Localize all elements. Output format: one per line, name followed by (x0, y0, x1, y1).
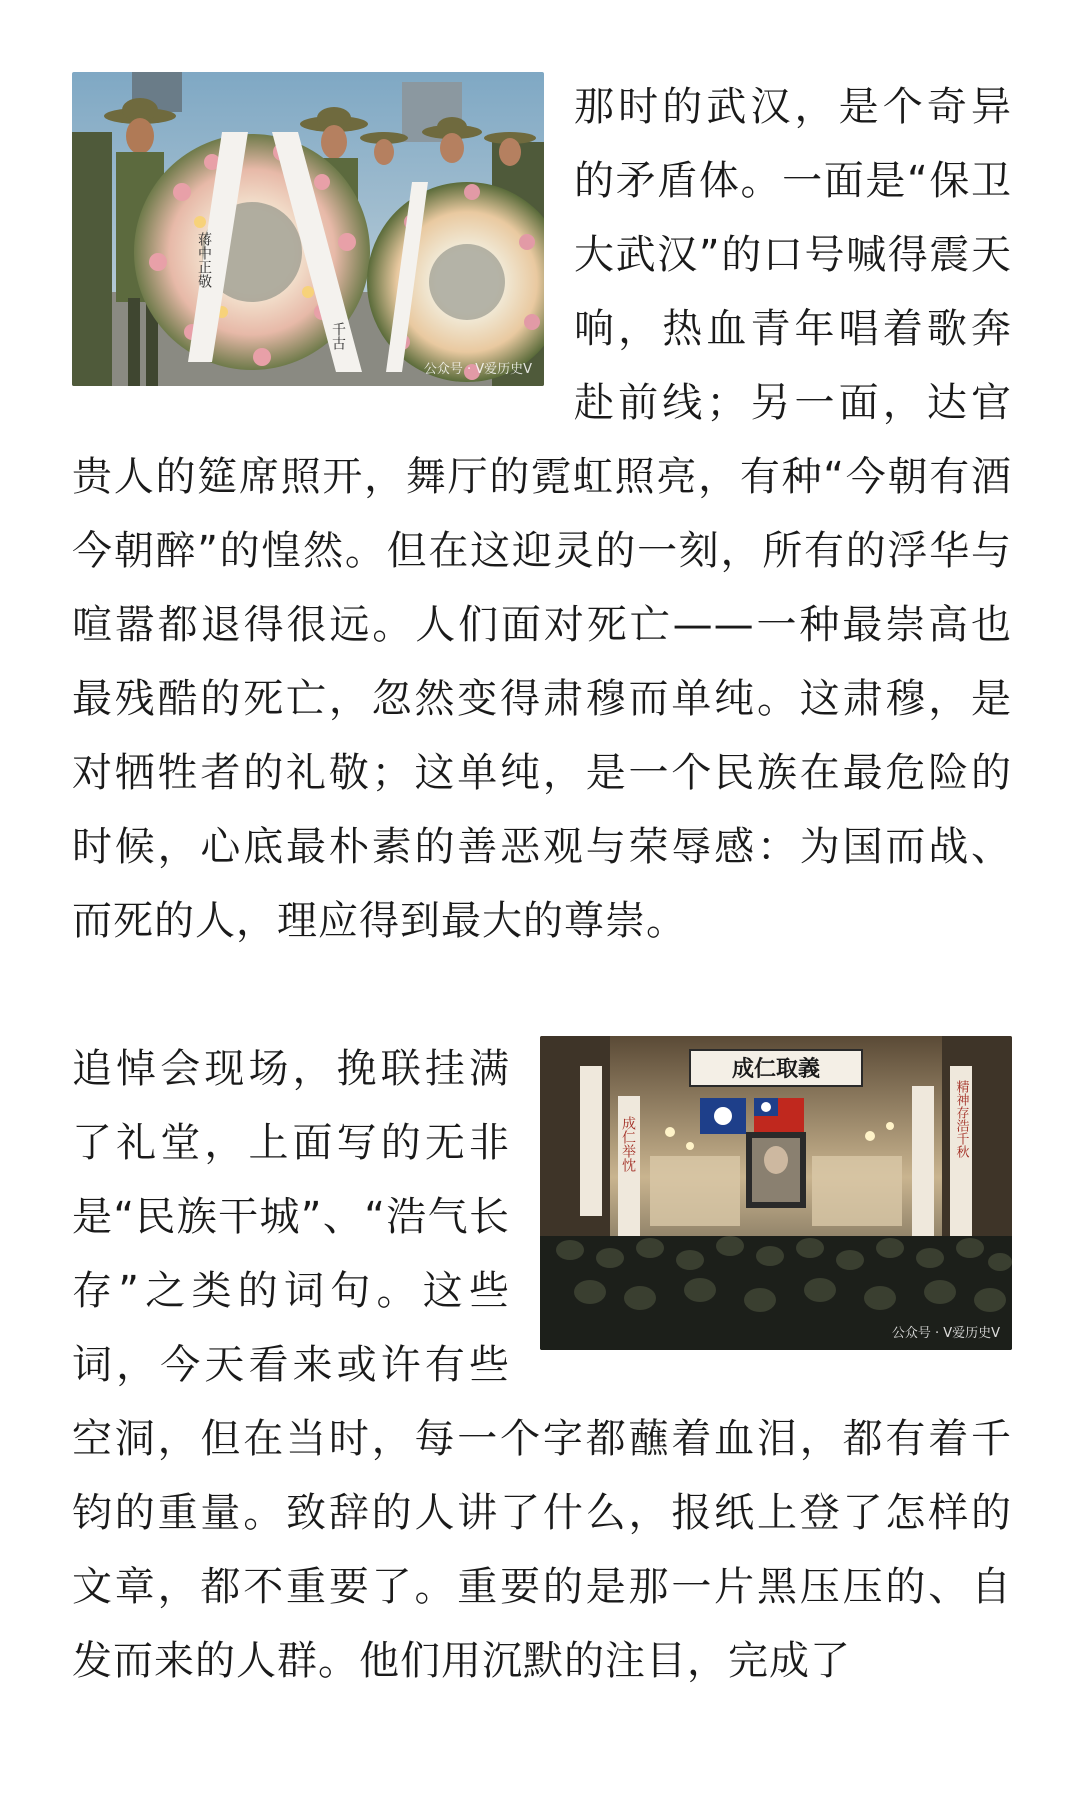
memorial-hall-photo (540, 1036, 1012, 1350)
right-couplet-text: 精神存浩千秋 (953, 1080, 969, 1158)
wreath-ribbon-text-left: 蒋中正敬 (196, 232, 212, 288)
paragraph-2: 追悼会现场，挽联挂满了礼堂，上面写的无非是“民族干城”、“浩气长存”之类的词句。这些词，今天看来或许有些空洞，但在当时，每一个字都蘸着血泪，都有着千钧的重量。致辞的人讲了什么，报纸上登了怎样的文章，都不重要了。重要的是那一片黑压压的、自发而来的人群。他们用沉默的注目，完成了 (72, 1046, 1012, 1684)
memorial-hall-illustration (540, 1036, 1012, 1350)
watermark-label: 公众号 · V爱历史V (891, 1326, 1000, 1341)
article-body (72, 70, 1012, 1698)
left-couplet-text: 成仁举忱 (620, 1116, 636, 1172)
wreath-soldiers-illustration (72, 72, 544, 386)
hall-banner-text: 成仁取義 (731, 1057, 821, 1082)
paragraph-1: 那时的武汉，是个奇异的矛盾体。一面是“保卫大武汉”的口号喊得震天响，热血青年唱着歌奔赴前线；另一面，达官贵人的筵席照开，舞厅的霓虹照亮，有种“今朝有酒今朝醉”的惶然。但在这迎灵的一刻，所有的浮华与喧嚣都退得很远。人们面对死亡——一种最崇高也最残酷的死亡，忽然变得肃穆而单纯。这肃穆，是对牺牲者的礼敬；这单纯，是一个民族在最危险的时候，心底最朴素的善恶观与荣辱感：为国而战、而死的人，理应得到最大的尊崇。 (72, 84, 1012, 944)
section-2 (72, 1032, 1012, 1698)
wreath-soldiers-photo (72, 72, 544, 386)
section-1 (72, 70, 1012, 958)
wreath-ribbon-text-right: 千古 (330, 322, 346, 350)
watermark-label: 公众号 · V爱历史V (423, 362, 532, 377)
